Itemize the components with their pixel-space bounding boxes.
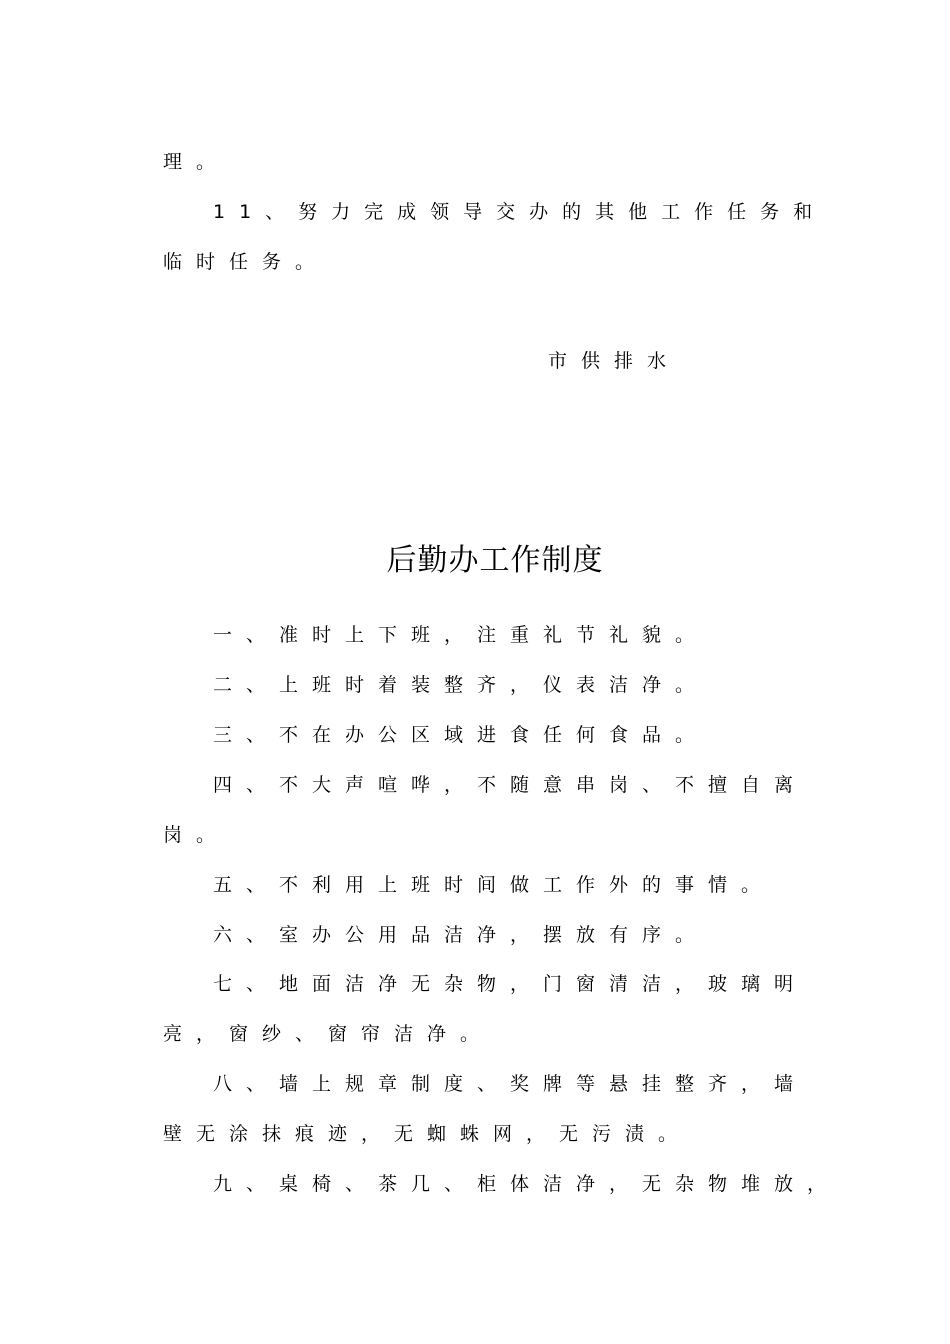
- rule-item-8: 八、墙上规章制度、奖牌等悬挂整齐，墙: [213, 1073, 808, 1095]
- rule-item-7: 七、地面洁净无杂物，门窗清洁，玻璃明: [213, 973, 808, 995]
- rule-item-4-continuation: 岗。: [163, 824, 230, 846]
- rule-item-1: 一、准时上下班，注重礼节礼貌。: [213, 624, 709, 646]
- paragraph-line: 理。: [163, 151, 230, 173]
- rule-item-9: 九、桌椅、茶几、柜体洁净，无杂物堆放，: [213, 1173, 841, 1195]
- rule-item-6: 六、室办公用品洁净，摆放有序。: [213, 924, 709, 946]
- rule-item-4: 四、不大声喧哗，不随意串岗、不擅自离: [213, 774, 808, 796]
- list-item-11-continuation: 临时任务。: [163, 251, 329, 273]
- rule-item-3: 三、不在办公区域进食任何食品。: [213, 724, 709, 746]
- rule-item-5: 五、不利用上班时间做工作外的事情。: [213, 874, 775, 896]
- rule-item-2: 二、上班时着装整齐，仪表洁净。: [213, 674, 709, 696]
- rule-item-8-continuation: 壁无涂抹痕迹，无蜘蛛网，无污渍。: [163, 1123, 692, 1145]
- document-title: 后勤办工作制度: [386, 543, 604, 578]
- signature: 市供排水: [548, 350, 681, 372]
- list-item-11: 11、努力完成领导交办的其他工作任务和: [213, 201, 827, 223]
- rule-item-7-continuation: 亮，窗纱、窗帘洁净。: [163, 1023, 494, 1045]
